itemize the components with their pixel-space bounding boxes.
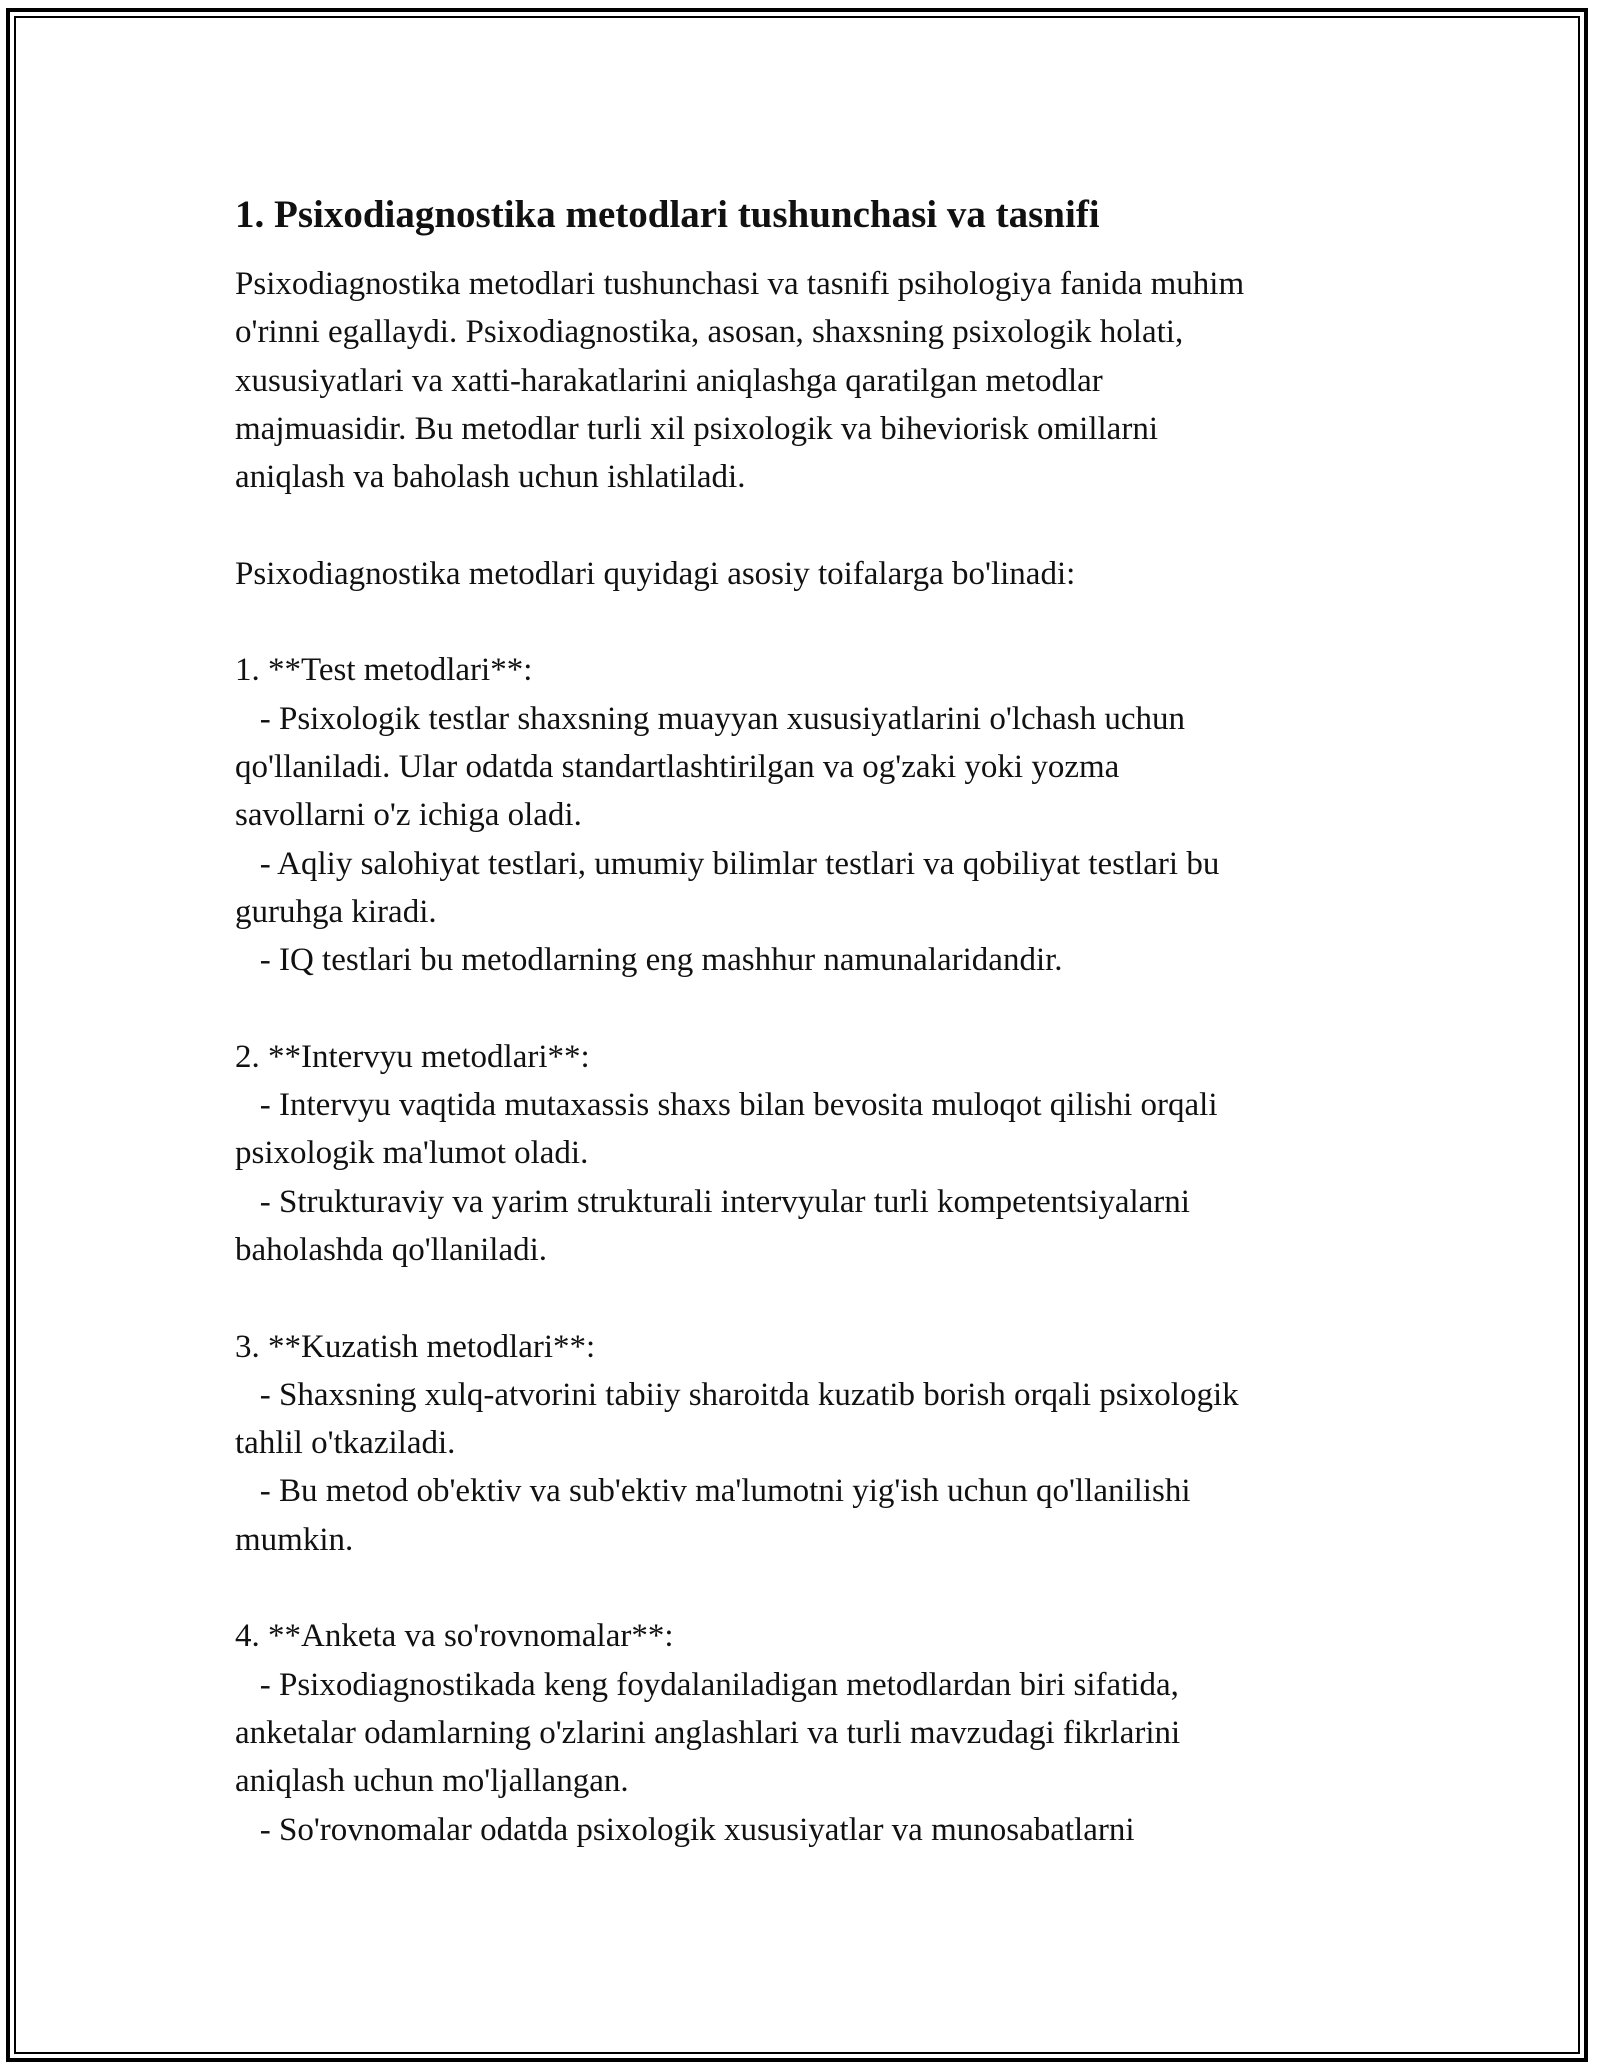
text-line: - Psixodiagnostikada keng foydalaniladigan metodlardan biri sifatida, <box>235 1666 1179 1703</box>
text-line: - Shaxsning xulq-atvorini tabiiy sharoitda kuzatib borish orqali psixologik <box>235 1376 1239 1413</box>
blank-line <box>235 501 1375 549</box>
text-line: - Intervyu vaqtida mutaxassis shaxs bilan bevosita muloqot qilishi orqali <box>235 1087 1218 1124</box>
text-line: savollarni o'z ichiga oladi. <box>235 797 582 834</box>
document-body <box>235 190 1375 1854</box>
text-line: psixologik ma'lumot oladi. <box>235 1135 589 1172</box>
blank-line <box>235 598 1375 646</box>
text-line: o'rinni egallaydi. Psixodiagnostika, asosan, shaxsning psixologik holati, <box>235 314 1184 351</box>
text-line: qo'llaniladi. Ular odatda standartlashtirilgan va og'zaki yoki yozma <box>235 748 1120 785</box>
text-line: Psixodiagnostika metodlari quyidagi asosiy toifalarga bo'linadi: <box>235 555 1076 592</box>
text-line: 2. **Intervyu metodlari**: <box>235 1038 590 1075</box>
text-line: anketalar odamlarning o'zlarini anglashlari va turli mavzudagi fikrlarini <box>235 1714 1181 1751</box>
blank-line <box>235 1564 1375 1612</box>
text-line: - Psixologik testlar shaxsning muayyan xususiyatlarini o'lchash uchun <box>235 700 1185 737</box>
text-line: - Aqliy salohiyat testlari, umumiy bilimlar testlari va qobiliyat testlari bu <box>235 845 1220 882</box>
text-line: aniqlash va baholash uchun ishlatiladi. <box>235 459 746 496</box>
text-line: Psixodiagnostika metodlari tushunchasi va tasnifi psihologiya fanida muhim <box>235 266 1245 302</box>
text-line: majmuasidir. Bu metodlar turli xil psixologik va biheviorisk omillarni <box>235 410 1158 447</box>
text-line: - So'rovnomalar odatda psixologik xususiyatlar va munosabatlarni <box>235 1811 1135 1848</box>
blank-line <box>235 984 1375 1032</box>
text-line: - IQ testlari bu metodlarning eng mashhur namunalaridandir. <box>235 942 1063 979</box>
text-line: - Strukturaviy va yarim strukturali intervyular turli kompetentsiyalarni <box>235 1183 1190 1220</box>
paragraph-lines <box>235 260 1375 1854</box>
text-line: baholashda qo'llaniladi. <box>235 1231 548 1268</box>
text-line: mumkin. <box>235 1521 354 1558</box>
text-line: xususiyatlari va xatti-harakatlarini aniqlashga qaratilgan metodlar <box>235 362 1103 399</box>
text-line: - Bu metod ob'ektiv va sub'ektiv ma'lumotni yig'ish uchun qo'llanilishi <box>235 1473 1191 1510</box>
text-line: guruhga kiradi. <box>235 893 437 930</box>
section-heading: 1. Psixodiagnostika metodlari tushunchasi va tasnifi <box>235 193 1100 236</box>
blank-line <box>235 1274 1375 1322</box>
text-line: 4. **Anketa va so'rovnomalar**: <box>235 1618 674 1655</box>
text-line: tahlil o'tkaziladi. <box>235 1425 456 1462</box>
text-line: 1. **Test metodlari**: <box>235 652 533 689</box>
text-line: 3. **Kuzatish metodlari**: <box>235 1328 596 1365</box>
text-line: aniqlash uchun mo'ljallangan. <box>235 1763 629 1800</box>
